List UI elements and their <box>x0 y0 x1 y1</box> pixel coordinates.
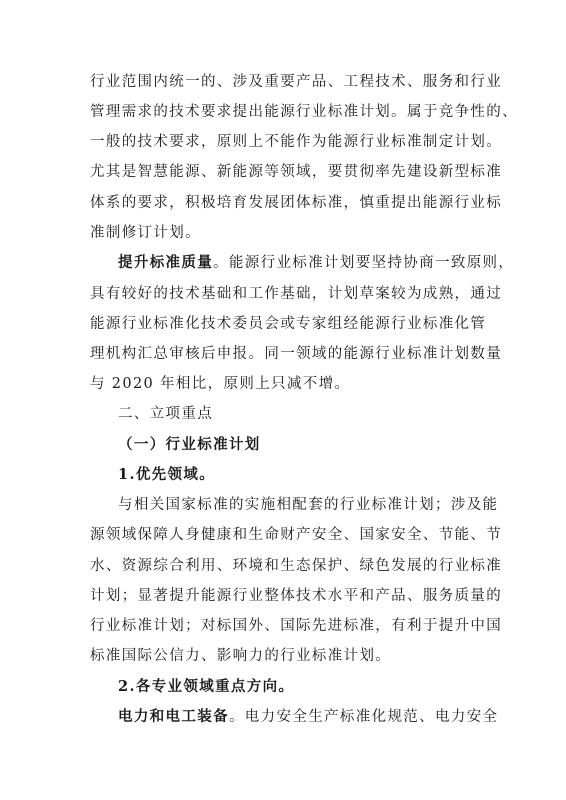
paragraph-line: 能源行业标准化技术委员会或专家组经能源行业标准化管 <box>90 316 487 332</box>
paragraph-line: 计划；显著提升能源行业整体技术水平和产品、服务质量的 <box>90 588 503 604</box>
paragraph-line: 行业标准计划；对标国外、国际先进标准，有利于提升中国 <box>90 618 503 634</box>
section-heading: 二、立项重点 <box>118 406 214 422</box>
paragraph-line: 与相关国家标准的实施相配套的行业标准计划；涉及能 <box>118 497 499 513</box>
paragraph-text: 。电力安全生产标准化规范、电力安全 <box>228 709 499 725</box>
paragraph-line: 理机构汇总审核后申报。同一领域的能源行业标准计划数量 <box>90 346 503 362</box>
paragraph-line: 具有较好的技术基础和工作基础，计划草案较为成熟，通过 <box>90 286 503 302</box>
paragraph-line: 管理需求的技术要求提出能源行业标准计划。属于竞争性的、 <box>90 104 518 120</box>
paragraph-line <box>118 707 499 727</box>
paragraph-lead: 提升标准质量 <box>118 254 214 271</box>
paragraph-lead: 电力和电工装备 <box>118 708 229 725</box>
paragraph-line <box>118 253 515 273</box>
paragraph-line: 体系的要求，积极培育发展团体标准，慎重提出能源行业标 <box>90 195 503 211</box>
paragraph-text: 。能源行业标准计划要坚持协商一致原则， <box>213 255 515 271</box>
paragraph-line: 行业范围内统一的、涉及重要产品、工程技术、服务和行业 <box>90 74 503 90</box>
item-heading: 2.各专业领域重点方向。 <box>118 678 295 695</box>
subsection-heading: （一）行业标准计划 <box>118 436 261 453</box>
paragraph-line: 标准国际公信力、影响力的行业标准计划。 <box>90 648 392 664</box>
paragraph-line: 与 2020 年相比，原则上只减不增。 <box>90 376 351 392</box>
item-heading: 1.优先领域。 <box>118 466 216 483</box>
paragraph-line: 尤其是智慧能源、新能源等领域，要贯彻率先建设新型标准 <box>90 164 503 180</box>
paragraph-line: 源领域保障人身健康和生命财产安全、国家安全、节能、节 <box>90 527 503 543</box>
paragraph-line: 水、资源综合利用、环境和生态保护、绿色发展的行业标准 <box>90 558 503 574</box>
paragraph-line: 一般的技术要求，原则上不能作为能源行业标准制定计划。 <box>90 134 503 150</box>
paragraph-line: 准制修订计划。 <box>90 225 201 241</box>
